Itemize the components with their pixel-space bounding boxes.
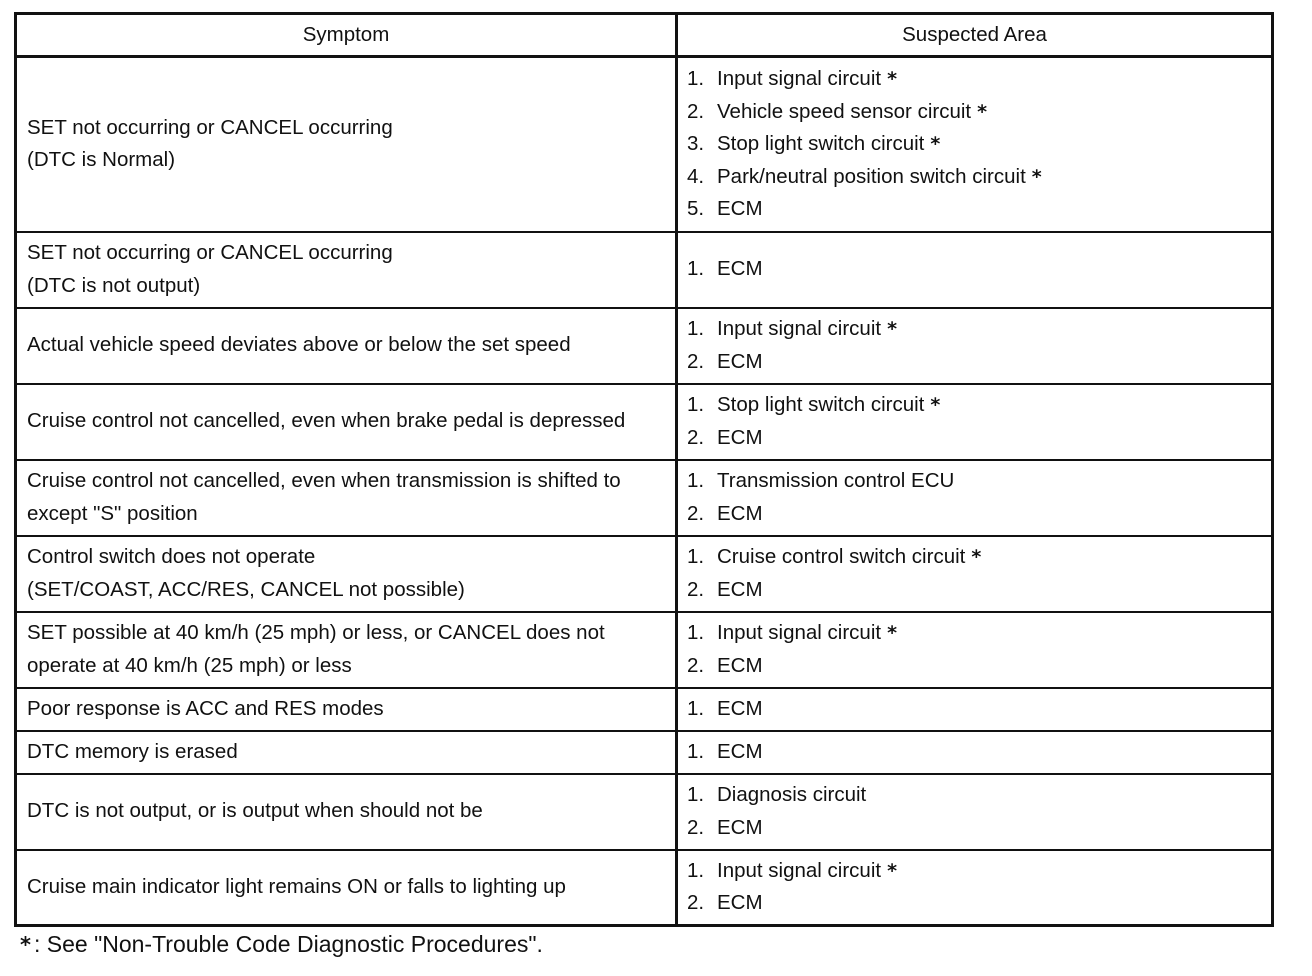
area-item-number: 1. bbox=[687, 67, 705, 90]
area-item-label: Park/neutral position switch circuit bbox=[717, 164, 1026, 188]
table-header-row bbox=[16, 14, 1273, 57]
suspected-area-cell bbox=[677, 57, 1273, 232]
symptom-cell bbox=[16, 384, 677, 460]
symptom-line: (DTC is Normal) bbox=[27, 148, 176, 172]
header-suspected-area: Suspected Area bbox=[677, 14, 1273, 57]
symptom-cell bbox=[16, 612, 677, 688]
area-item-number: 1. bbox=[687, 783, 705, 806]
area-item-number: 2. bbox=[687, 891, 705, 915]
symptom-cell bbox=[16, 460, 677, 536]
symptom-line: DTC memory is erased bbox=[27, 739, 238, 763]
area-item-number: 1. bbox=[687, 696, 705, 720]
symptom-line: SET possible at 40 km/h (25 mph) or less, or CANCEL does not bbox=[27, 621, 605, 644]
area-item-label: Input signal circuit bbox=[717, 858, 882, 882]
suspected-area-cell bbox=[677, 774, 1273, 850]
area-item-label: Stop light switch circuit bbox=[717, 132, 925, 155]
table-row bbox=[16, 688, 1273, 731]
symptom-table-container bbox=[14, 12, 1271, 927]
symptom-line: Actual vehicle speed deviates above or below the set speed bbox=[27, 333, 571, 357]
area-item bbox=[687, 389, 1261, 422]
suspected-area-cell bbox=[677, 384, 1273, 460]
asterisk-icon: * bbox=[977, 100, 988, 123]
symptom-line: (SET/COAST, ACC/RES, CANCEL not possible) bbox=[27, 577, 465, 601]
area-item bbox=[687, 63, 1261, 96]
area-item-number: 2. bbox=[687, 501, 705, 525]
table-row bbox=[16, 536, 1273, 612]
area-item-label: Input signal circuit bbox=[717, 67, 882, 90]
area-item-label: Vehicle speed sensor circuit bbox=[717, 99, 972, 123]
asterisk-icon: * bbox=[887, 622, 898, 644]
area-item bbox=[687, 887, 1261, 920]
table-row bbox=[16, 384, 1273, 460]
suspected-area-cell bbox=[677, 612, 1273, 688]
area-item bbox=[687, 693, 1261, 726]
area-item bbox=[687, 498, 1261, 531]
symptom-cell bbox=[16, 308, 677, 384]
table-row bbox=[16, 612, 1273, 688]
asterisk-icon: * bbox=[887, 318, 898, 340]
area-item-number: 2. bbox=[687, 349, 705, 373]
area-item-number: 1. bbox=[687, 469, 705, 492]
symptom-line: DTC is not output, or is output when should not be bbox=[27, 799, 483, 823]
symptom-line: except "S" position bbox=[27, 501, 198, 525]
table-row bbox=[16, 57, 1273, 232]
symptom-line: Cruise control not cancelled, even when brake pedal is depressed bbox=[27, 409, 626, 433]
suspected-area-cell bbox=[677, 731, 1273, 774]
symptom-table bbox=[14, 12, 1274, 927]
asterisk-icon: * bbox=[887, 859, 898, 882]
area-item bbox=[687, 193, 1261, 226]
symptom-line: SET not occurring or CANCEL occurring bbox=[27, 115, 393, 139]
area-item-number: 3. bbox=[687, 132, 705, 155]
symptom-line: Poor response is ACC and RES modes bbox=[27, 696, 384, 720]
area-item bbox=[687, 313, 1261, 346]
suspected-area-cell bbox=[677, 460, 1273, 536]
footnote-text: : See "Non-Trouble Code Diagnostic Procedures". bbox=[33, 931, 543, 957]
area-item-label: Input signal circuit bbox=[717, 621, 882, 644]
asterisk-icon: * bbox=[930, 133, 941, 155]
suspected-area-cell bbox=[677, 688, 1273, 731]
area-item bbox=[687, 855, 1261, 888]
area-item-number: 5. bbox=[687, 197, 705, 220]
area-item-label: ECM bbox=[717, 197, 763, 220]
symptom-cell bbox=[16, 731, 677, 774]
table-row bbox=[16, 308, 1273, 384]
table-row bbox=[16, 774, 1273, 850]
area-item-label: ECM bbox=[717, 501, 763, 525]
area-item-label: ECM bbox=[717, 577, 763, 601]
area-item bbox=[687, 161, 1261, 194]
symptom-line: (DTC is not output) bbox=[27, 273, 201, 297]
area-item-number: 1. bbox=[687, 393, 705, 416]
area-item-label: Input signal circuit bbox=[717, 317, 882, 340]
header-symptom: Symptom bbox=[16, 14, 677, 57]
asterisk-icon: * bbox=[930, 394, 941, 416]
area-item-number: 1. bbox=[687, 257, 705, 281]
table-row bbox=[16, 731, 1273, 774]
area-item-number: 1. bbox=[687, 739, 705, 763]
area-item-label: ECM bbox=[717, 696, 763, 720]
area-item-label: ECM bbox=[717, 815, 763, 839]
area-item-label: ECM bbox=[717, 257, 763, 281]
area-item bbox=[687, 253, 1261, 286]
area-item-number: 1. bbox=[687, 858, 705, 882]
asterisk-icon: * bbox=[971, 546, 982, 568]
area-item-number: 2. bbox=[687, 815, 705, 839]
table-body bbox=[16, 57, 1273, 926]
symptom-line: Cruise main indicator light remains ON or falls to lighting up bbox=[27, 875, 566, 898]
symptom-line: Control switch does not operate bbox=[27, 545, 316, 568]
area-item-number: 2. bbox=[687, 99, 705, 123]
area-item-label: ECM bbox=[717, 349, 763, 373]
area-item bbox=[687, 128, 1261, 161]
area-item bbox=[687, 650, 1261, 683]
area-item bbox=[687, 96, 1261, 129]
area-item-number: 2. bbox=[687, 425, 705, 449]
area-item-label: Stop light switch circuit bbox=[717, 393, 925, 416]
area-item-label: Diagnosis circuit bbox=[717, 783, 867, 806]
area-item bbox=[687, 422, 1261, 455]
suspected-area-cell bbox=[677, 308, 1273, 384]
area-item-label: Cruise control switch circuit bbox=[717, 545, 966, 568]
area-item bbox=[687, 779, 1261, 812]
area-item bbox=[687, 617, 1261, 650]
asterisk-icon: * bbox=[20, 933, 31, 957]
area-item-number: 1. bbox=[687, 317, 705, 340]
symptom-cell bbox=[16, 232, 677, 308]
area-item-number: 1. bbox=[687, 621, 705, 644]
area-item bbox=[687, 346, 1261, 379]
suspected-area-cell bbox=[677, 850, 1273, 926]
area-item bbox=[687, 812, 1261, 845]
area-item-label: ECM bbox=[717, 739, 763, 763]
symptom-cell bbox=[16, 536, 677, 612]
suspected-area-cell bbox=[677, 536, 1273, 612]
asterisk-icon: * bbox=[1031, 165, 1042, 188]
table-row bbox=[16, 460, 1273, 536]
symptom-line: Cruise control not cancelled, even when transmission is shifted to bbox=[27, 469, 621, 492]
area-item-label: ECM bbox=[717, 891, 763, 915]
table-row bbox=[16, 850, 1273, 926]
area-item-label: ECM bbox=[717, 653, 763, 677]
area-item-number: 2. bbox=[687, 653, 705, 677]
asterisk-icon: * bbox=[887, 68, 898, 90]
area-item bbox=[687, 541, 1261, 574]
area-item-label: Transmission control ECU bbox=[717, 469, 955, 492]
area-item-label: ECM bbox=[717, 425, 763, 449]
area-item bbox=[687, 736, 1261, 769]
area-item-number: 2. bbox=[687, 577, 705, 601]
symptom-cell bbox=[16, 688, 677, 731]
area-item bbox=[687, 574, 1261, 607]
area-item-number: 1. bbox=[687, 545, 705, 568]
footnote bbox=[20, 928, 543, 961]
symptom-cell bbox=[16, 850, 677, 926]
symptom-line: SET not occurring or CANCEL occurring bbox=[27, 241, 393, 264]
suspected-area-cell bbox=[677, 232, 1273, 308]
area-item bbox=[687, 465, 1261, 498]
table-row bbox=[16, 232, 1273, 308]
symptom-cell bbox=[16, 57, 677, 232]
area-item-number: 4. bbox=[687, 164, 705, 188]
symptom-line: operate at 40 km/h (25 mph) or less bbox=[27, 653, 352, 677]
symptom-cell bbox=[16, 774, 677, 850]
